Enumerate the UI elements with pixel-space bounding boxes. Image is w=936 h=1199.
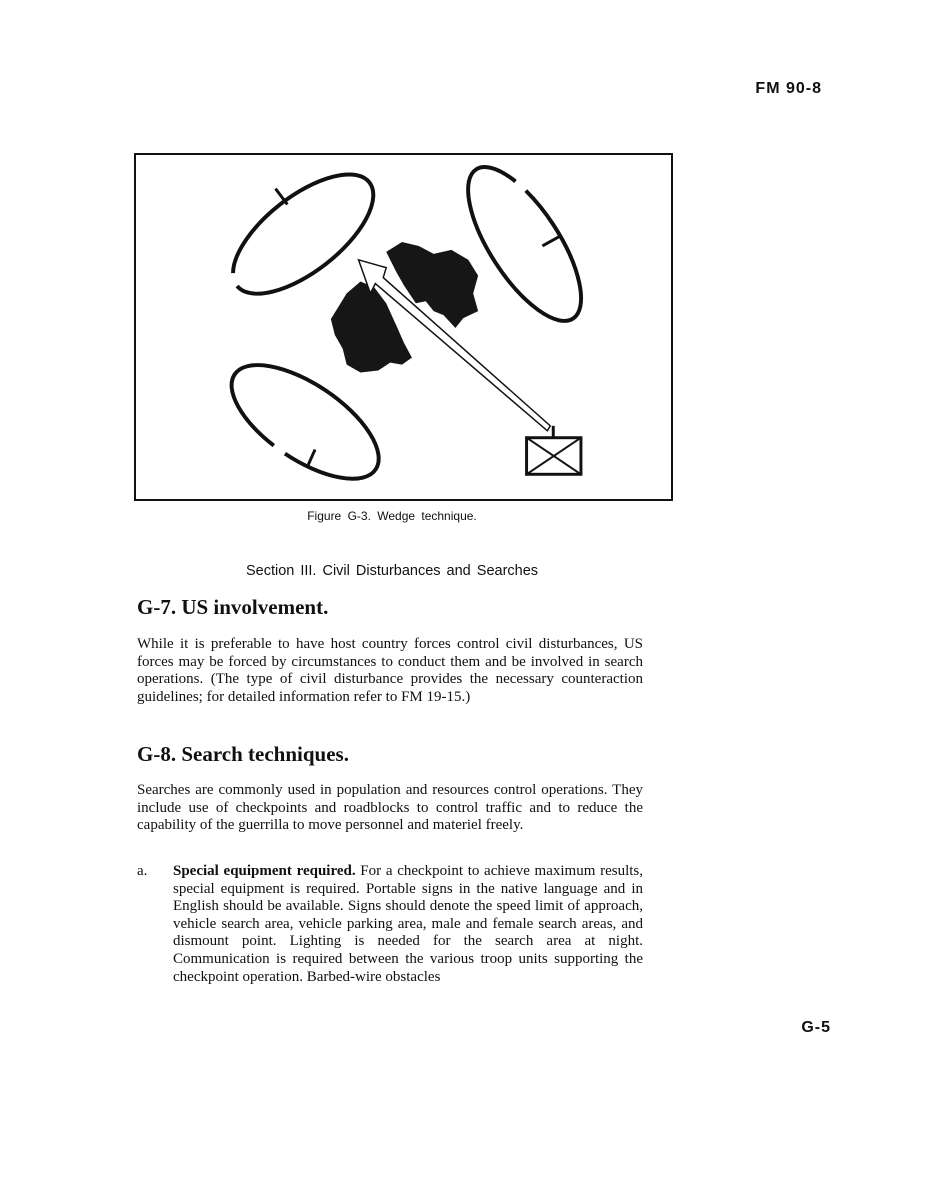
section-title: Section III. Civil Disturbances and Searches: [245, 563, 539, 579]
list-item-text: For a checkpoint to achieve maximum results, special equipment is required. Portable signs in the native language and in English should be available. Signs should denote the speed limit of approach, vehicle search area, vehicle parking area, male and female search areas, and dismount point. Lighting is needed for the search area at night. Communication is required between the various troop units supporting the checkpoint operation. Barbed-wire obstacles: [173, 863, 643, 985]
list-item-a: [137, 863, 643, 986]
paragraph-g8: Searches are commonly used in population and resources control operations. They include use of checkpoints and roadblocks to control traffic and to reduce the capability of the guerrilla to move personnel and materiel freely.: [137, 782, 643, 834]
page-number: G-5: [801, 1019, 831, 1036]
list-item-body: [173, 863, 643, 986]
unit-symbol: [527, 426, 581, 474]
figure-caption: Figure G-3. Wedge technique.: [307, 509, 477, 523]
paragraph-g7: While it is preferable to have host country forces control civil disturbances, US forces may be forced by circumstances to conduct them and be involved in search operations. (The type of civil disturbance provides the necessary counteraction guidelines; for detailed information refer to FM 19-15.): [137, 636, 643, 705]
list-item-marker: a.: [137, 863, 148, 879]
wedge-technique-figure: [134, 153, 673, 501]
heading-g8: G-8. Search techniques.: [137, 742, 349, 766]
heading-g7: G-7. US involvement.: [137, 595, 329, 619]
list-item-lead: Special equipment required.: [173, 863, 356, 879]
manual-code: FM 90-8: [755, 80, 822, 97]
wedge-diagram: [136, 155, 671, 499]
